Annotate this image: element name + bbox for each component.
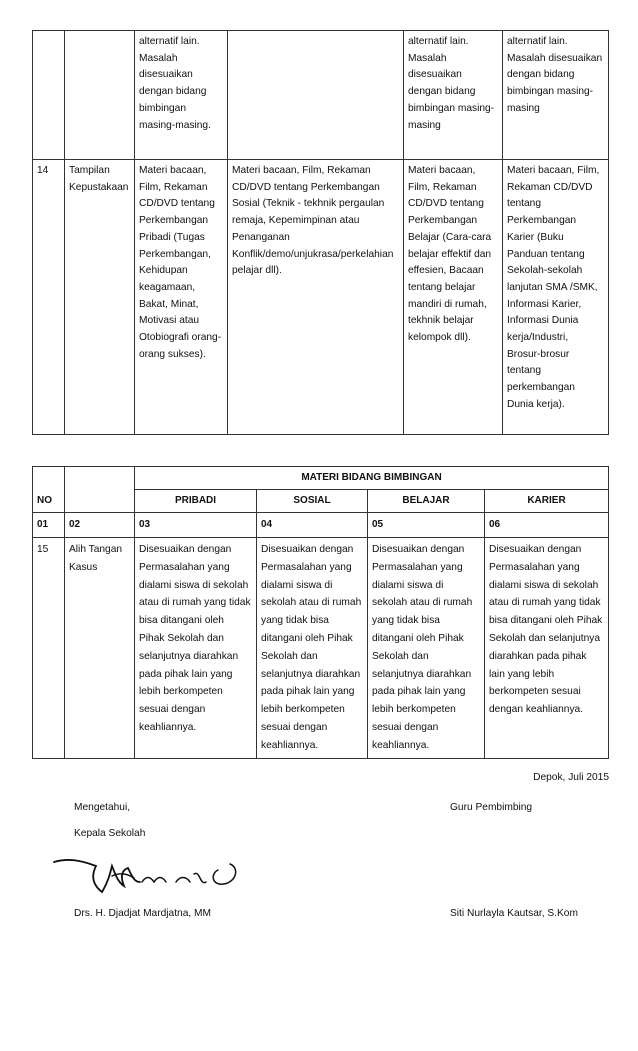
place-date: Depok, Juli 2015 bbox=[533, 772, 609, 783]
item-header bbox=[65, 467, 135, 513]
belajar-header: BELAJAR bbox=[368, 490, 485, 513]
header-row bbox=[33, 467, 609, 490]
column-number: 05 bbox=[368, 513, 485, 538]
headmaster-title: Kepala Sekolah bbox=[74, 828, 146, 839]
column-number: 01 bbox=[33, 513, 65, 538]
pribadi-header: PRIBADI bbox=[135, 490, 257, 513]
belajar-cell: Materi bacaan, Film, Rekaman CD/DVD tentang Perkembangan Belajar (Cara-cara belajar effektif dan effesien, Bacaan tentang belajar mandiri di rumah, tekhnik belajar kelompok dll). bbox=[404, 160, 503, 435]
group-header: MATERI BIDANG BIMBINGAN bbox=[135, 467, 609, 490]
belajar-cell: alternatif lain. Masalah disesuaikan dengan bidang bimbingan masing-masing bbox=[404, 31, 503, 160]
handwritten-signature bbox=[50, 852, 250, 902]
item-cell bbox=[65, 31, 135, 160]
karier-header: KARIER bbox=[485, 490, 609, 513]
pribadi-cell: alternatif lain. Masalah disesuaikan dengan bidang bimbingan masing-masing. bbox=[135, 31, 228, 160]
column-number: 06 bbox=[485, 513, 609, 538]
sosial-header: SOSIAL bbox=[257, 490, 368, 513]
table-row bbox=[33, 538, 609, 759]
counselor-name: Siti Nurlayla Kautsar, S.Kom bbox=[450, 908, 578, 919]
table-row bbox=[33, 160, 609, 435]
pribadi-cell: Disesuaikan dengan Permasalahan yang dialami siswa di sekolah atau di rumah yang tidak bisa ditangani oleh Pihak Sekolah dan selanjutnya diarahkan pada pihak lain yang lebih berkompeten sesuai dengan keahliannya. bbox=[135, 538, 257, 759]
table-row bbox=[33, 31, 609, 160]
no-cell: 14 bbox=[33, 160, 65, 435]
sosial-cell: Materi bacaan, Film, Rekaman CD/DVD tentang Perkembangan Sosial (Teknik - tekhnik pergaulan remaja, Kepemimpinan atau Penanganan Konflik/demo/unjukrasa/perkelahian pelajar dll). bbox=[228, 160, 404, 435]
item-cell: Alih Tangan Kasus bbox=[65, 538, 135, 759]
column-number: 03 bbox=[135, 513, 257, 538]
counselor-title: Guru Pembimbing bbox=[450, 802, 533, 813]
materi-table-continued bbox=[32, 30, 609, 435]
no-cell: 15 bbox=[33, 538, 65, 759]
karier-cell: alternatif lain. Masalah disesuaikan dengan bidang bimbingan masing-masing bbox=[503, 31, 609, 160]
sosial-cell: Disesuaikan dengan Permasalahan yang dialami siswa di sekolah atau di rumah yang tidak bisa ditangani oleh Pihak Sekolah dan selanjutnya diarahkan pada pihak lain yang lebih berkompeten sesuai dengan keahliannya. bbox=[257, 538, 368, 759]
column-number: 04 bbox=[257, 513, 368, 538]
karier-cell: Disesuaikan dengan Permasalahan yang dialami siswa di sekolah atau di rumah yang tidak bisa ditangani oleh Pihak Sekolah dan selanjutnya diarahkan pada pihak lain yang lebih berkompeten sesuai dengan keahliannya. bbox=[485, 538, 609, 759]
column-number: 02 bbox=[65, 513, 135, 538]
materi-bidang-bimbingan-table bbox=[32, 466, 609, 759]
karier-cell: Materi bacaan, Film, Rekaman CD/DVD tentang Perkembangan Karier (Buku Panduan tentang Sekolah-sekolah lanjutan SMA /SMK, Informasi Karier, Informasi Dunia kerja/Industri, Brosur-brosur tentang perkembangan Dunia kerja). bbox=[503, 160, 609, 435]
sosial-cell bbox=[228, 31, 404, 160]
belajar-cell: Disesuaikan dengan Permasalahan yang dialami siswa di sekolah atau di rumah yang tidak bisa ditangani oleh Pihak Sekolah dan selanjutnya diarahkan pada pihak lain yang lebih berkompeten sesuai dengan keahliannya. bbox=[368, 538, 485, 759]
acknowledged-label: Mengetahui, bbox=[74, 802, 131, 813]
number-row bbox=[33, 513, 609, 538]
item-cell: Tampilan Kepustakaan bbox=[65, 160, 135, 435]
pribadi-cell: Materi bacaan, Film, Rekaman CD/DVD tentang Perkembangan Pribadi (Tugas Perkembangan, Kehidupan keagamaan, Bakat, Minat, Motivasi atau Otobiografi orang-orang sukses). bbox=[135, 160, 228, 435]
no-header: NO bbox=[33, 467, 65, 513]
no-cell bbox=[33, 31, 65, 160]
headmaster-name: Drs. H. Djadjat Mardjatna, MM bbox=[74, 908, 211, 919]
